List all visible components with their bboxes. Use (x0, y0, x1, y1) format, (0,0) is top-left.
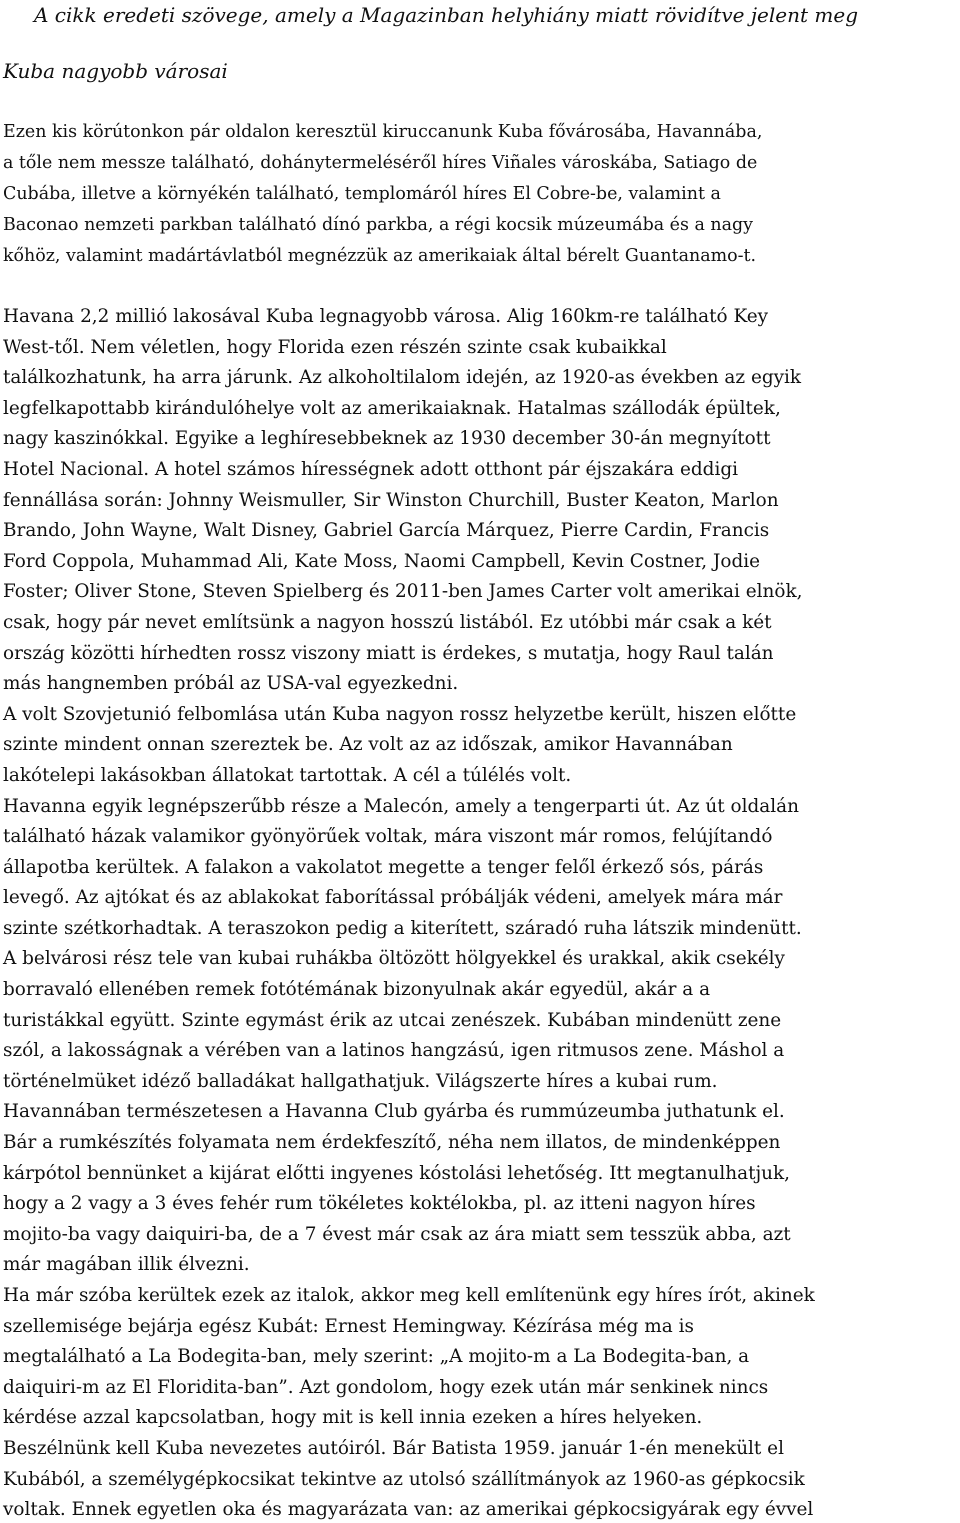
body-line: Hotel Nacional. A hotel számos hírességnek adott otthont pár éjszakára eddigi (3, 458, 739, 480)
body-line: csak, hogy pár nevet említsünk a nagyon hosszú listából. Ez utóbbi már csak a két (3, 611, 772, 633)
intro-line: Cubába, illetve a környékén található, templomáról híres El Cobre-be, valamint a (3, 184, 721, 204)
body-line: A belvárosi rész tele van kubai ruhákba öltözött hölgyekkel és urakkal, akik csekély (3, 948, 785, 970)
body-line: nagy kaszinókkal. Egyike a leghíresebbeknek az 1930 december 30-án megnyított (3, 428, 771, 450)
body-line: szinte szétkorhadtak. A teraszokon pedig a kiterített, száradó ruha látszik mindenütt. (3, 917, 802, 939)
body-line: Brando, John Wayne, Walt Disney, Gabriel García Márquez, Pierre Cardin, Francis (3, 520, 770, 542)
body-line: Bár a rumkészítés folyamata nem érdekfeszítő, néha nem illatos, de mindenképpen (3, 1132, 781, 1154)
body-line: fennállása során: Johnny Weismuller, Sir Winston Churchill, Buster Keaton, Marlon (3, 489, 779, 511)
body-line: Beszélnünk kell Kuba nevezetes autóiról. Bár Batista 1959. január 1-én menekült el (3, 1437, 784, 1459)
body-line: Kubából, a személygépkocsikat tekintve az utolsó szállítmányok az 1960-as gépkocsik (3, 1468, 805, 1490)
article-title: Kuba nagyobb városai (3, 59, 228, 83)
body-line: szellemisége bejárja egész Kubát: Ernest Hemingway. Kézírása még ma is (3, 1315, 694, 1337)
intro-line: kőhöz, valamint madártávlatból megnézzük az amerikaiak által bérelt Guantanamo-t. (3, 246, 757, 266)
body-line: Havannában természetesen a Havanna Club gyárba és rummúzeumba juthatunk el. (3, 1101, 785, 1123)
body-line: mojito-ba vagy daiquiri-ba, de a 7 évest már csak az ára miatt sem tesszük abba, azt (3, 1223, 791, 1245)
intro-line: Baconao nemzeti parkban található dínó parkba, a régi kocsik múzeumába és a nagy (3, 215, 753, 235)
intro-line: a tőle nem messze található, dohánytermeléséről híres Viñales városkába, Satiago de (3, 153, 758, 173)
body-line: lakótelepi lakásokban állatokat tartottak. A cél a túlélés volt. (3, 764, 572, 786)
body-line: Ha már szóba kerültek ezek az italok, akkor meg kell említenünk egy híres írót, akinek (3, 1285, 815, 1306)
body-line: Havanna egyik legnépszerűbb része a Malecón, amely a tengerparti út. Az út oldalán (3, 795, 799, 817)
body-line: megtalálható a La Bodegita-ban, mely szerint: „A mojito-m a La Bodegita-ban, a (3, 1346, 750, 1368)
body-line: Foster; Oliver Stone, Steven Spielberg és 2011-ben James Carter volt amerikai elnök, (3, 581, 803, 603)
body-line: már magában illik élvezni. (3, 1254, 250, 1276)
body-line: legfelkapottabb kirándulóhelye volt az amerikaiaknak. Hatalmas szállodák épültek, (3, 397, 781, 419)
body-line: West-től. Nem véletlen, hogy Florida ezen részén szinte csak kubaikkal (3, 336, 667, 358)
body-line: kérdése azzal kapcsolatban, hogy mit is kell innia ezeken a híres helyeken. (3, 1407, 703, 1429)
body-line: található házak valamikor gyönyörűek voltak, mára viszont már romos, felújítandó (3, 826, 773, 848)
body-line: Ford Coppola, Muhammad Ali, Kate Moss, Naomi Campbell, Kevin Costner, Jodie (3, 550, 761, 572)
body-line: voltak. Ennek egyetlen oka és magyarázata van: az amerikai gépkocsigyárak egy évvel (3, 1499, 814, 1521)
body-line: A volt Szovjetunió felbomlása után Kuba nagyon rossz helyzetbe került, hiszen előtte (3, 703, 797, 725)
body-line: levegő. Az ajtókat és az ablakokat faborítással próbálják védeni, amelyek mára már (3, 887, 783, 909)
article-body (3, 302, 957, 1523)
body-line: borravaló ellenében remek fotótémának bizonyulnak akár egyedül, akár a a (3, 979, 711, 1001)
body-line: hogy a 2 vagy a 3 éves fehér rum tökéletes koktélokba, pl. az itteni nagyon híres (3, 1193, 756, 1215)
body-line: szinte mindent onnan szereztek be. Az volt az az időszak, amikor Havannában (3, 734, 733, 756)
body-line: történelmüket idéző balladákat hallgathatjuk. Világszerte híres a kubai rum. (3, 1070, 718, 1092)
body-line: ország közötti hírhedten rossz viszony miatt is érdekes, s mutatja, hogy Raul talán (3, 642, 774, 664)
body-line: állapotba kerültek. A falakon a vakolatot megette a tenger felől érkező sós, párás (3, 856, 764, 878)
body-line: más hangnemben próbál az USA-val egyezkedni. (3, 673, 459, 695)
body-line: daiquiri-m az El Floridita-ban”. Azt gondolom, hogy ezek után már senkinek nincs (3, 1376, 769, 1398)
editorial-note: A cikk eredeti szövege, amely a Magazinban helyhiány miatt rövidítve jelent meg (34, 3, 858, 27)
body-line: Havana 2,2 millió lakosával Kuba legnagyobb városa. Alig 160km-re található Key (3, 306, 769, 327)
intro-paragraph (3, 117, 957, 272)
body-line: szól, a lakosságnak a vérében van a latinos hangzású, igen ritmusos zene. Máshol a (3, 1040, 785, 1062)
intro-line: Ezen kis körútonkon pár oldalon keresztül kiruccanunk Kuba fővárosába, Havannába, (3, 122, 763, 142)
body-line: találkozhatunk, ha arra járunk. Az alkoholtilalom idején, az 1920-as években az egyik (3, 367, 802, 389)
body-line: kárpótol bennünket a kijárat előtti ingyenes kóstolási lehetőség. Itt megtanulhatjuk, (3, 1162, 791, 1184)
body-line: turistákkal együtt. Szinte egymást érik az utcai zenészek. Kubában mindenütt zene (3, 1009, 782, 1031)
